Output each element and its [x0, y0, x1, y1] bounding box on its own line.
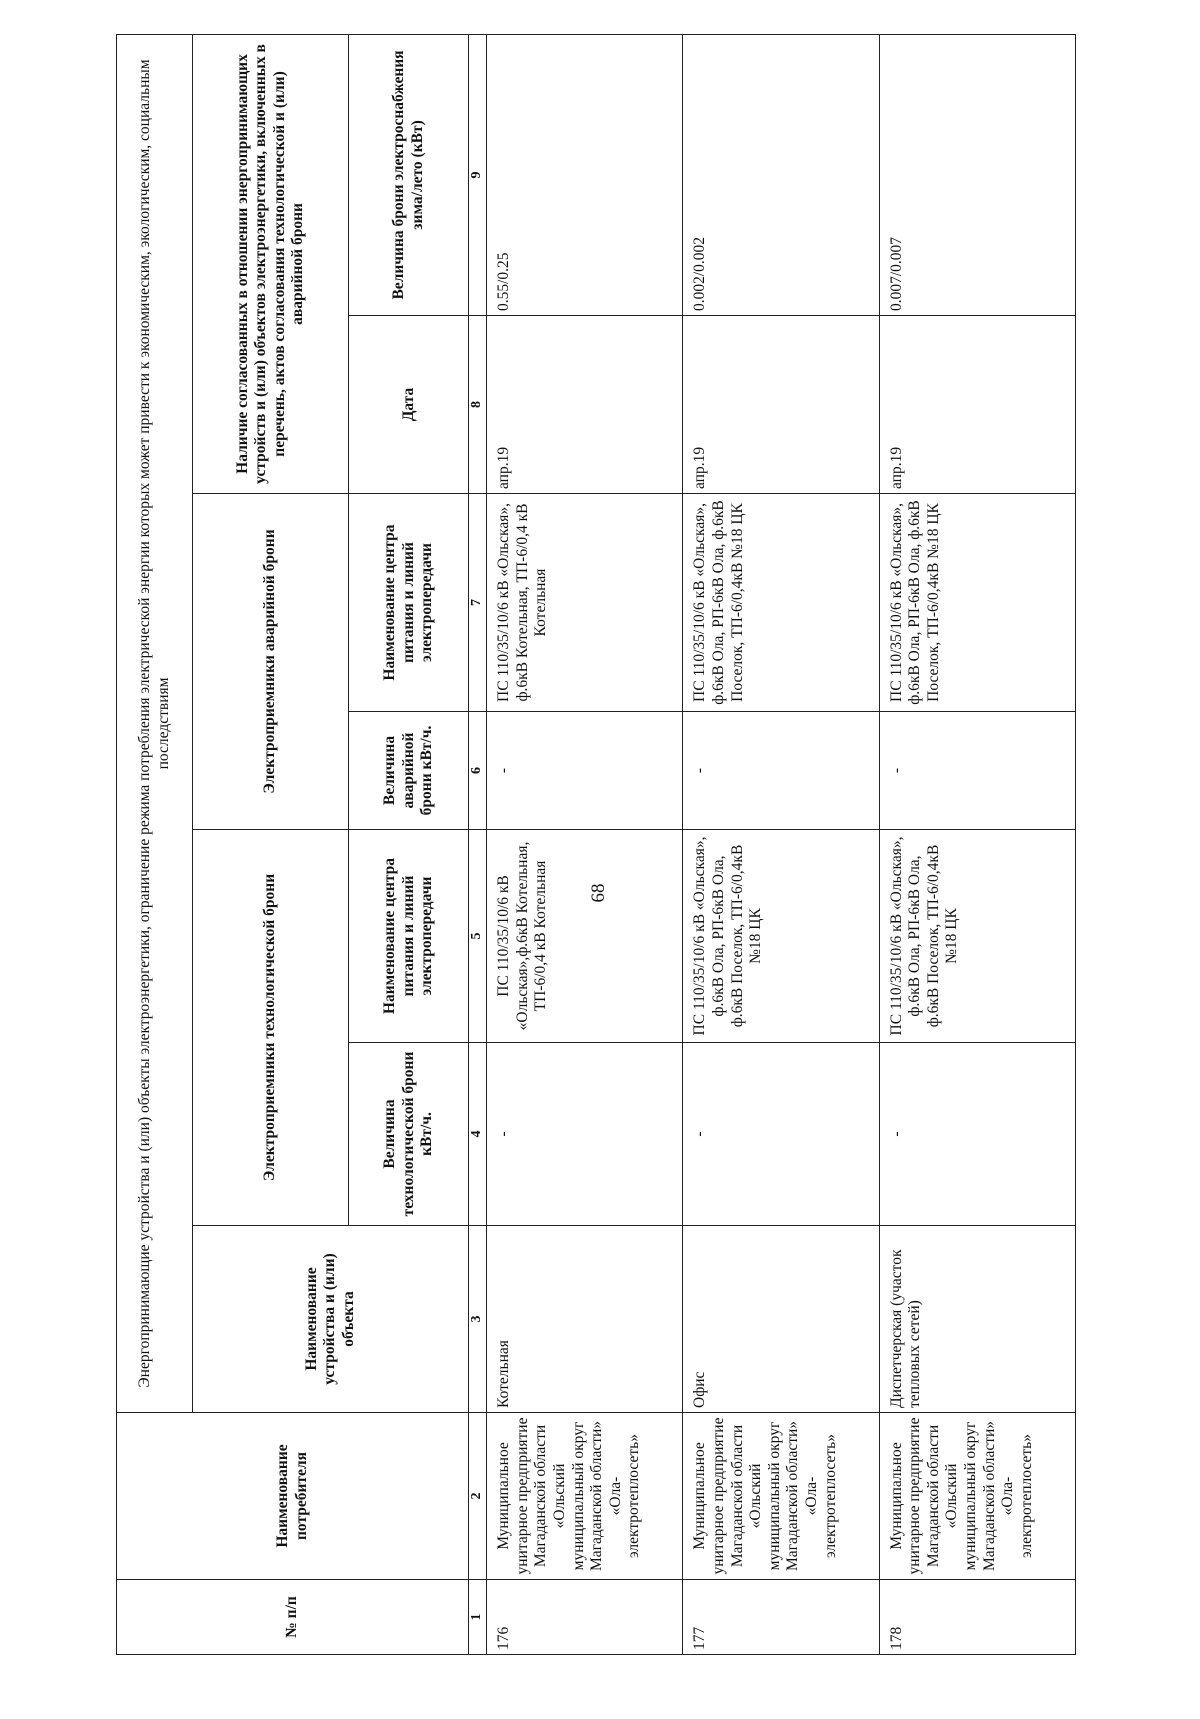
header-col9: Величина брони электроснабжения зима/лето (кВт) [349, 34, 469, 315]
tech-reserve-value: - [683, 1043, 879, 1226]
avar-power-center: ПС 110/35/10/6 кВ «Ольская», ф.6кВ Котельная, ТП-6/0,4 кВ Котельная [487, 494, 683, 712]
reserve-winter-summer: 0.002/0.002 [683, 34, 879, 315]
tech-power-center: ПС 110/35/10/6 кВ «Ольская», ф.6кВ Ола, РП-6кВ Ола, ф.6кВ Поселок, ТП-6/0,4кВ №18 ЦК [683, 830, 879, 1043]
header-group-main: Энергопринимающие устройства и (или) объекты электроэнергетики, ограничение режима потребления электрической энергии которых может привести к экономическим, экологическим, социальным последствиям [117, 34, 193, 1412]
header-col3: Наименование устройства и (или) объекта [193, 1226, 469, 1413]
object-name: Офис [683, 1226, 879, 1413]
tech-power-center: ПС 110/35/10/6 кВ «Ольская», ф.6кВ Ола, РП-6кВ Ола, ф.6кВ Поселок, ТП-6/0,4кВ №18 ЦК [879, 830, 1075, 1043]
tech-reserve-value: - [879, 1043, 1075, 1226]
col-number: 9 [469, 34, 487, 315]
header-group-avar: Электроприемники аварийной брони [193, 494, 349, 830]
avar-power-center: ПС 110/35/10/6 кВ «Ольская», ф.6кВ Ола, РП-6кВ Ола, ф.6кВ Поселок, ТП-6/0,4кВ №18 ЦК [683, 494, 879, 712]
avar-power-center: ПС 110/35/10/6 кВ «Ольская», ф.6кВ Ола, РП-6кВ Ола, ф.6кВ Поселок, ТП-6/0,4кВ №18 ЦК [879, 494, 1075, 712]
agreement-date: апр.19 [683, 316, 879, 494]
header-group-tech: Электроприемники технологической брони [193, 830, 349, 1226]
header-group-acts: Наличие согласованных в отношении энергопринимающих устройств и (или) объектов электроэнергетики, включенных в перечень, актов согласования технологической и (или) аварийной брони [193, 34, 349, 493]
reserve-winter-summer: 0.007/0.007 [879, 34, 1075, 315]
row-number: 178 [879, 1580, 1075, 1655]
consumer-name: Муниципальное унитарное предприятие Магаданской области «Ольский муниципальный округ Магаданской области» «Ола-электротеплосеть» [683, 1413, 879, 1580]
col-number: 6 [469, 712, 487, 830]
avar-reserve-value: - [879, 712, 1075, 830]
header-col5: Наименование центра питания и линий электропередачи [349, 830, 469, 1043]
header-col1: № п/п [117, 1580, 469, 1655]
object-name: Котельная [487, 1226, 683, 1413]
reserve-winter-summer: 0.55/0.25 [487, 34, 683, 315]
header-col6: Величина аварийной брони кВт/ч. [349, 712, 469, 830]
consumer-reserve-table [116, 34, 1076, 1655]
consumer-name: Муниципальное унитарное предприятие Магаданской области «Ольский муниципальный округ Магаданской области» «Ола-электротеплосеть» [487, 1413, 683, 1580]
page-number: 68 [588, 883, 609, 903]
table-row [879, 34, 1075, 1654]
header-col8: Дата [349, 316, 469, 494]
header-col7: Наименование центра питания и линий электропередачи [349, 494, 469, 712]
avar-reserve-value: - [487, 712, 683, 830]
col-number: 7 [469, 494, 487, 712]
avar-reserve-value: - [683, 712, 879, 830]
col-number: 8 [469, 316, 487, 494]
col-number: 2 [469, 1413, 487, 1580]
header-col4: Величина технологической брони кВт/ч. [349, 1043, 469, 1226]
tech-power-center: ПС 110/35/10/6 кВ «Ольская»,ф.6кВ Котельная, ТП-6/0,4 кВ Котельная [487, 830, 683, 1043]
row-number: 176 [487, 1580, 683, 1655]
col-number: 4 [469, 1043, 487, 1226]
row-number: 177 [683, 1580, 879, 1655]
agreement-date: апр.19 [487, 316, 683, 494]
tech-reserve-value: - [487, 1043, 683, 1226]
col-number: 1 [469, 1580, 487, 1655]
agreement-date: апр.19 [879, 316, 1075, 494]
header-col2: Наименование потребителя [117, 1413, 469, 1580]
rotated-table-wrapper [116, 35, 1076, 1655]
table-row [487, 34, 683, 1654]
table-row [683, 34, 879, 1654]
col-number: 3 [469, 1226, 487, 1413]
consumer-name: Муниципальное унитарное предприятие Магаданской области «Ольский муниципальный округ Магаданской области» «Ола-электротеплосеть» [879, 1413, 1075, 1580]
object-name: Диспетчерская (участок тепловых сетей) [879, 1226, 1075, 1413]
col-number: 5 [469, 830, 487, 1043]
